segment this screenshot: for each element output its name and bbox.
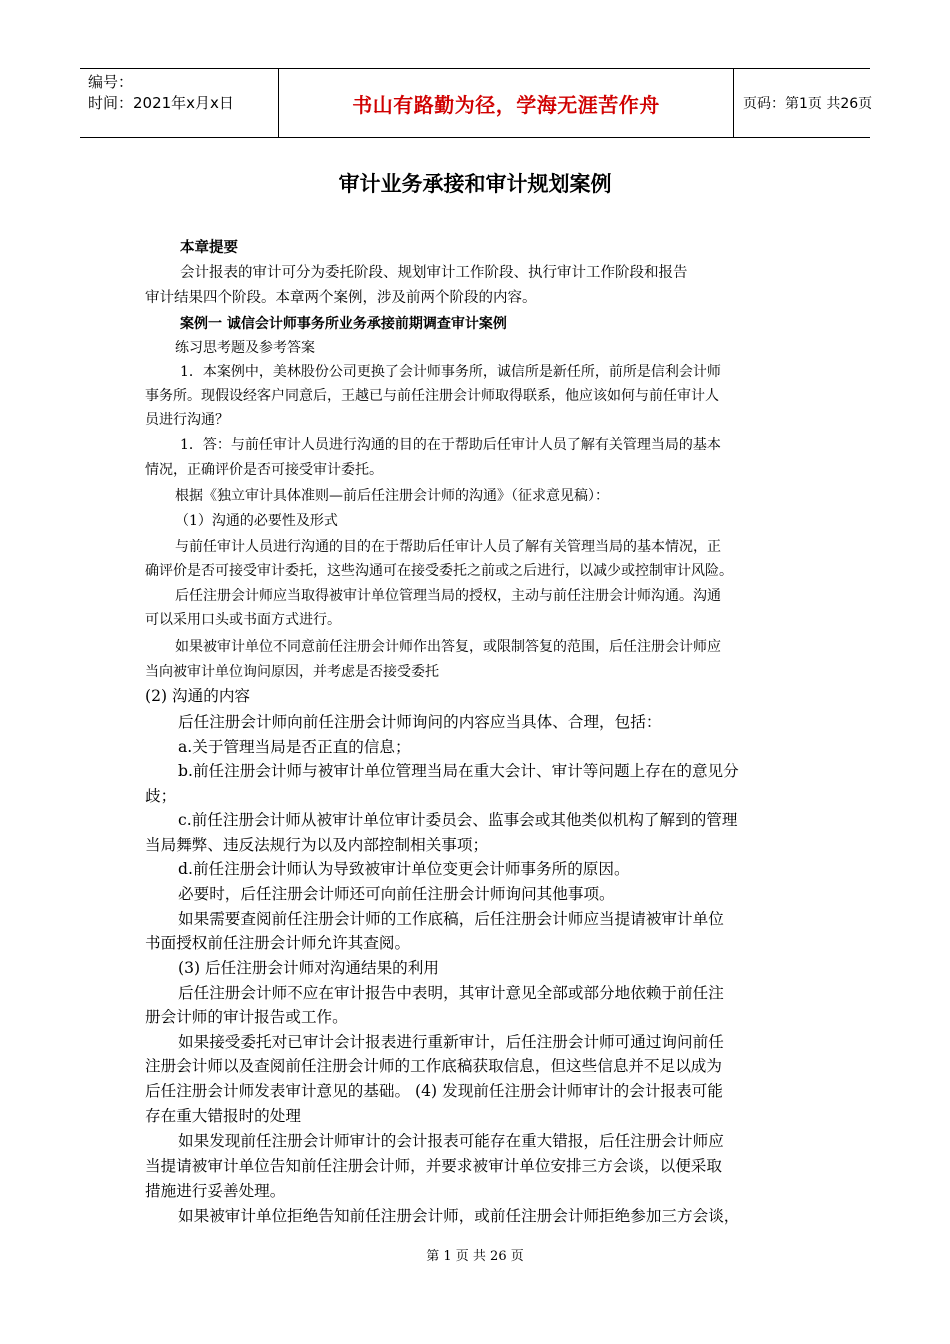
- paragraph-line: 必要时，后任注册会计师还可向前任注册会计师询问其他事项。: [178, 885, 615, 903]
- paragraph-line: 当提请被审计单位告知前任注册会计师，并要求被审计单位安排三方会谈，以便采取: [145, 1157, 722, 1175]
- header-meta-cell: [80, 69, 278, 137]
- header-page-cell: [734, 69, 873, 137]
- page-footer: 第 1 页 共 26 页: [426, 1249, 524, 1264]
- paragraph-line: 情况，正确评价是否可接受审计委托。: [145, 462, 383, 478]
- header-motto-cell: [278, 69, 734, 137]
- subheading: （1）沟通的必要性及形式: [175, 513, 338, 529]
- list-item-continued: 歧；: [145, 787, 177, 805]
- paragraph-line: 如果被审计单位拒绝告知前任注册会计师，或前任注册会计师拒绝参加三方会谈，: [178, 1207, 740, 1225]
- paragraph-line: 如果被审计单位不同意前任注册会计师作出答复，或限制答复的范围，后任注册会计师应: [175, 639, 721, 655]
- paragraph-line: 存在重大错报时的处理: [145, 1107, 301, 1125]
- paragraph-line: 会计报表的审计可分为委托阶段、规划审计工作阶段、执行审计工作阶段和报告: [180, 265, 688, 281]
- paragraph-line: 后任注册会计师发表审计意见的基础。 (4) 发现前任注册会计师审计的会计报表可能: [145, 1082, 723, 1100]
- time-label: 时间：2021年x月x日: [88, 94, 234, 112]
- subheading: (2) 沟通的内容: [145, 687, 251, 705]
- paragraph-line: 措施进行妥善处理。: [145, 1182, 286, 1200]
- list-item: a.关于管理当局是否正直的信息；: [178, 738, 411, 756]
- paragraph-line: 册会计师的审计报告或工作。: [145, 1008, 348, 1026]
- paragraph-line: 根据《独立审计具体准则—前后任注册会计师的沟通》（征求意见稿）：: [175, 488, 609, 504]
- subheading: 练习思考题及参考答案: [175, 340, 315, 356]
- paragraph-line: 1．本案例中，美林股份公司更换了会计师事务所，诚信所是新任所，前所是信利会计师: [180, 364, 721, 380]
- list-item: c.前任注册会计师从被审计单位审计委员会、监事会或其他类似机构了解到的管理: [178, 811, 738, 829]
- paragraph-line: 注册会计师以及查阅前任注册会计师的工作底稿获取信息，但这些信息并不足以成为: [145, 1057, 722, 1075]
- paragraph-line: 如果发现前任注册会计师审计的会计报表可能存在重大错报，后任注册会计师应: [178, 1132, 724, 1150]
- paragraph-line: 1．答：与前任审计人员进行沟通的目的在于帮助后任审计人员了解有关管理当局的基本: [180, 437, 721, 453]
- section-heading: 本章提要: [180, 240, 238, 256]
- paragraph-line: 员进行沟通？: [145, 412, 229, 428]
- list-item-continued: 当局舞弊、违反法规行为以及内部控制相关事项；: [145, 836, 489, 854]
- page-info: 页码：第1页 共26页: [743, 96, 873, 112]
- paragraph-line: 书面授权前任注册会计师允许其查阅。: [145, 934, 411, 952]
- subheading: (3) 后任注册会计师对沟通结果的利用: [178, 959, 439, 977]
- document-title: 审计业务承接和审计规划案例: [338, 172, 612, 196]
- header-table: [80, 68, 873, 138]
- paragraph-line: 如果需要查阅前任注册会计师的工作底稿，后任注册会计师应当提请被审计单位: [178, 910, 724, 928]
- list-item: b.前任注册会计师与被审计单位管理当局在重大会计、审计等问题上存在的意见分: [178, 762, 739, 780]
- paragraph-line: 后任注册会计师不应在审计报告中表明，其审计意见全部或部分地依赖于前任注: [178, 984, 724, 1002]
- paragraph-line: 后任注册会计师向前任注册会计师询问的内容应当具体、合理，包括：: [178, 713, 662, 731]
- serial-label: 编号：: [88, 73, 134, 91]
- paragraph-line: 事务所。现假设经客户同意后，王越已与前任注册会计师取得联系，他应该如何与前任审计人: [145, 388, 719, 404]
- paragraph-line: 如果接受委托对已审计会计报表进行重新审计，后任注册会计师可通过询问前任: [178, 1033, 724, 1051]
- paragraph-line: 与前任审计人员进行沟通的目的在于帮助后任审计人员了解有关管理当局的基本情况，正: [175, 539, 721, 555]
- motto-text: 书山有路勤为径，学海无涯苦作舟: [352, 92, 660, 117]
- paragraph-line: 可以采用口头或书面方式进行。: [145, 612, 341, 628]
- case-heading: 案例一 诚信会计师事务所业务承接前期调查审计案例: [180, 316, 507, 332]
- paragraph-line: 审计结果四个阶段。本章两个案例，涉及前两个阶段的内容。: [145, 290, 537, 306]
- paragraph-line: 确评价是否可接受审计委托，这些沟通可在接受委托之前或之后进行，以减少或控制审计风险。: [145, 563, 733, 579]
- paragraph-line: 当向被审计单位询问原因，并考虑是否接受委托: [145, 664, 439, 680]
- paragraph-line: 后任注册会计师应当取得被审计单位管理当局的授权，主动与前任注册会计师沟通。沟通: [175, 588, 721, 604]
- list-item: d.前任注册会计师认为导致被审计单位变更会计师事务所的原因。: [178, 860, 630, 878]
